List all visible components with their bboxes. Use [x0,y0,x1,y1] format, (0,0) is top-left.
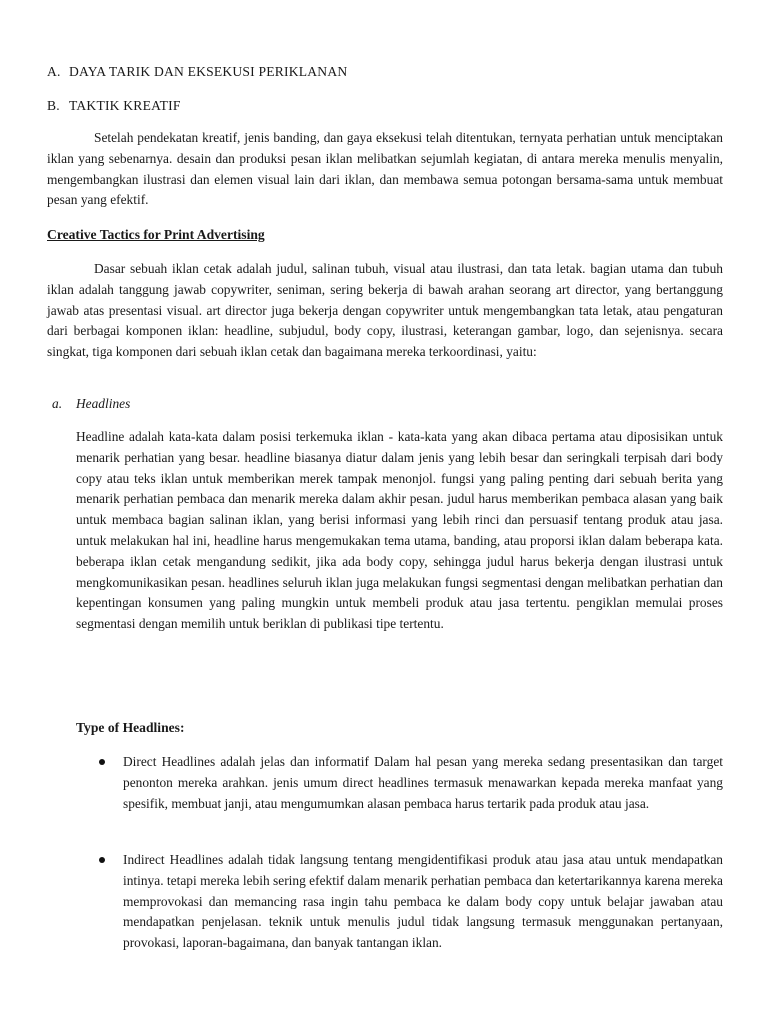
heading-b-letter: B. [47,98,60,113]
subsection-title: Headlines [76,396,131,411]
heading-b-text: TAKTIK KREATIF [69,98,181,113]
heading-a-text: DAYA TARIK DAN EKSEKUSI PERIKLANAN [69,64,348,79]
bullet-dot-icon [99,759,105,765]
section-title: Creative Tactics for Print Advertising [47,227,265,242]
bullet-dot-icon [99,857,105,863]
subsection-headlines [52,396,130,412]
bullet-text-direct: Direct Headlines adalah jelas dan informatif Dalam hal pesan yang mereka sedang presentasikan dan target penonton mereka arahkan. jenis umum direct headlines termasuk menawarkan kepada mereka manfaat yang spesifik, membuat janji, atau mengumumkan alasan pembaca harus tertarik pada produk atau jasa. [123,754,723,811]
intro-paragraph: Setelah pendekatan kreatif, jenis banding, dan gaya eksekusi telah ditentukan, ternyata perhatian untuk menciptakan iklan yang sebenarnya. desain dan produksi pesan iklan melibatkan sejumlah kegiatan, di antara mereka menulis menyalin, mengembangkan ilustrasi dan elemen visual lain dari iklan, dan membawa semua potongan bersama-sama untuk membuat pesan yang efektif. [47,130,723,208]
section-paragraph: Dasar sebuah iklan cetak adalah judul, salinan tubuh, visual atau ilustrasi, dan tata letak. bagian utama dan tubuh iklan adalah tanggung jawab copywriter, seniman, sering bekerja di bawah arahan seorang art director, yang bertanggung jawab atas presentasi visual. art director juga bekerja dengan copywriter untuk mengembangkan tata letak, atau pengaturan dari berbagai komponen iklan: headline, subjudul, body copy, ilustrasi, keterangan gambar, logo, dan sejenisnya. secara singkat, tiga komponen dari sebuah iklan cetak dan bagaimana mereka terkoordinasi, yaitu: [47,261,723,360]
heading-b [47,98,723,114]
subsection-marker: a. [52,396,63,411]
heading-a [47,64,723,80]
types-title: Type of Headlines: [76,720,185,735]
headlines-paragraph: Headline adalah kata-kata dalam posisi terkemuka iklan - kata-kata yang akan dibaca pertama atau diposisikan untuk menarik perhatian yang besar. headline biasanya diatur dalam jenis yang lebih besar dan seringkali terpisah dari body copy atau teks iklan untuk memberikan merek tampak menonjol. fungsi yang paling penting dari sebuah berita yang menarik perhatian pembaca dan menarik mereka dalam akhir pesan. judul harus memberikan pembaca alasan yang baik untuk membaca bagian salinan iklan, yang berisi informasi yang lebih rinci dan persuasif tentang produk atau jasa. untuk melakukan hal ini, headline harus mengemukakan tema utama, banding, atau proporsi iklan dalam beberapa kata. beberapa iklan cetak mengandung sedikit, jika ada body copy, sehingga judul harus bekerja dengan ilustrasi untuk mengkomunikasikan pesan. headlines seluruh iklan juga melakukan fungsi segmentasi dengan melibatkan perhatian dan kepentingan konsumen yang paling mungkin untuk membeli produk atau jasa tertentu. pengiklan memulai proses segmentasi dengan memilih untuk beriklan di publikasi tipe tertentu. [76,429,723,632]
bullet-text-indirect: Indirect Headlines adalah tidak langsung tentang mengidentifikasi produk atau jasa atau untuk mendapatkan intinya. tetapi mereka lebih sering efektif dalam menarik perhatian pembaca dan ketertarikannya karena mereka memprovokasi dan memancing rasa ingin tahu pembaca ke dalam body copy untuk belajar jawaban atau mendapatkan penjelasan. teknik untuk menulis judul tidak langsung termasuk menggunakan pertanyaan, provokasi, laporan-bagaimana, dan banyak tantangan iklan. [123,852,723,951]
heading-a-letter: A. [47,64,61,79]
